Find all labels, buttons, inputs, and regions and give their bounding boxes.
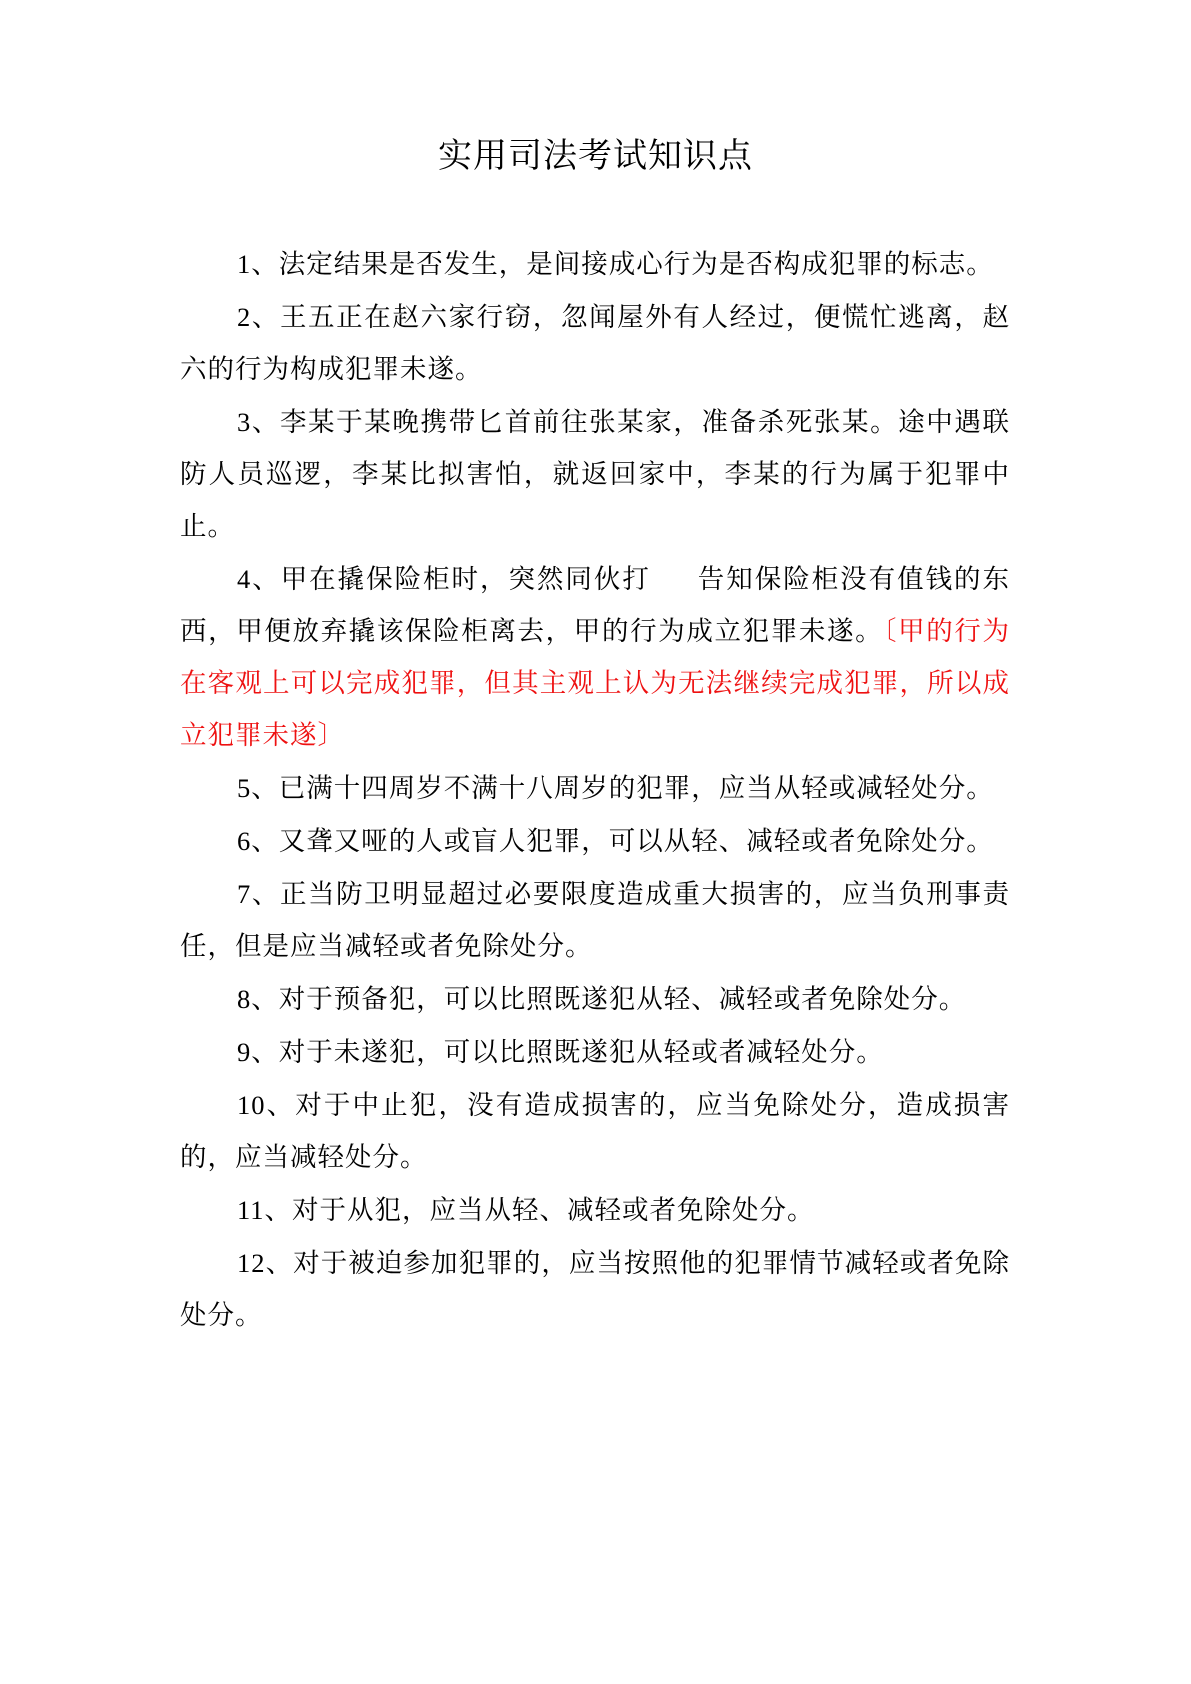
item-text: 、对于未遂犯，可以比照既遂犯从轻或者减轻处分。 <box>251 1037 884 1068</box>
list-item <box>180 396 1010 553</box>
item-number: 1 <box>237 249 252 279</box>
list-item <box>180 1237 1010 1342</box>
list-item <box>180 1026 1010 1079</box>
list-item <box>180 868 1010 973</box>
item-text: 、对于预备犯，可以比照既遂犯从轻、减轻或者免除处分。 <box>251 984 967 1015</box>
item-number: 12 <box>237 1248 266 1278</box>
item-text: 、对于中止犯，没有造成损害的，应当免除处分，造成损害的，应当减轻处分。 <box>180 1090 1010 1173</box>
item-number: 6 <box>237 826 252 856</box>
item-text: 、甲在撬保险柜时，突然同伙打 <box>251 564 651 595</box>
item-text: 、又聋又哑的人或盲人犯罪，可以从轻、减轻或者免除处分。 <box>251 826 994 857</box>
item-number: 3 <box>237 407 252 437</box>
item-text: 、对于从犯，应当从轻、减轻或者免除处分。 <box>264 1195 815 1226</box>
item-number: 9 <box>237 1037 252 1067</box>
item-number: 5 <box>237 773 252 803</box>
list-item <box>180 1079 1010 1184</box>
item-number: 4 <box>237 564 252 594</box>
item-text: 、王五正在赵六家行窃，忽闻屋外有人经过，便慌忙逃离，赵六的行为构成犯罪未遂。 <box>180 302 1010 385</box>
item-note: 〔甲的行为在客观上可以完成犯罪，但其主观上认为无法继续完成犯罪，所以成立犯罪未遂〕 <box>180 616 1011 751</box>
document-body <box>180 238 1010 1342</box>
item-text: 、法定结果是否发生，是间接成心行为是否构成犯罪的标志。 <box>251 249 994 280</box>
document-title: 实用司法考试知识点 <box>438 136 753 176</box>
list-item <box>180 291 1010 396</box>
list-item <box>180 762 1010 815</box>
item-number: 8 <box>237 984 252 1014</box>
item-text: 、李某于某晚携带匕首前往张某家，准备杀死张某。途中遇联防人员巡逻，李某比拟害怕，就返回家中，李某的行为属于犯罪中止。 <box>180 407 1010 542</box>
list-item <box>180 815 1010 868</box>
item-number: 7 <box>237 879 252 909</box>
list-item <box>180 973 1010 1026</box>
item-number: 2 <box>237 302 252 332</box>
list-item <box>180 1184 1010 1237</box>
item-text: 、正当防卫明显超过必要限度造成重大损害的，应当负刑事责任，但是应当减轻或者免除处分。 <box>180 879 1010 962</box>
list-item <box>180 238 1010 291</box>
item-text: 告知保险柜没有值钱的东西，甲便放弃撬该保险柜离去，甲的行为成立犯罪未遂。 <box>180 564 1011 647</box>
list-item <box>180 553 1010 762</box>
item-number: 11 <box>237 1195 265 1225</box>
item-text: 、对于被迫参加犯罪的，应当按照他的犯罪情节减轻或者免除处分。 <box>180 1248 1010 1331</box>
item-text: 、已满十四周岁不满十八周岁的犯罪，应当从轻或减轻处分。 <box>251 773 994 804</box>
item-number: 10 <box>237 1090 266 1120</box>
